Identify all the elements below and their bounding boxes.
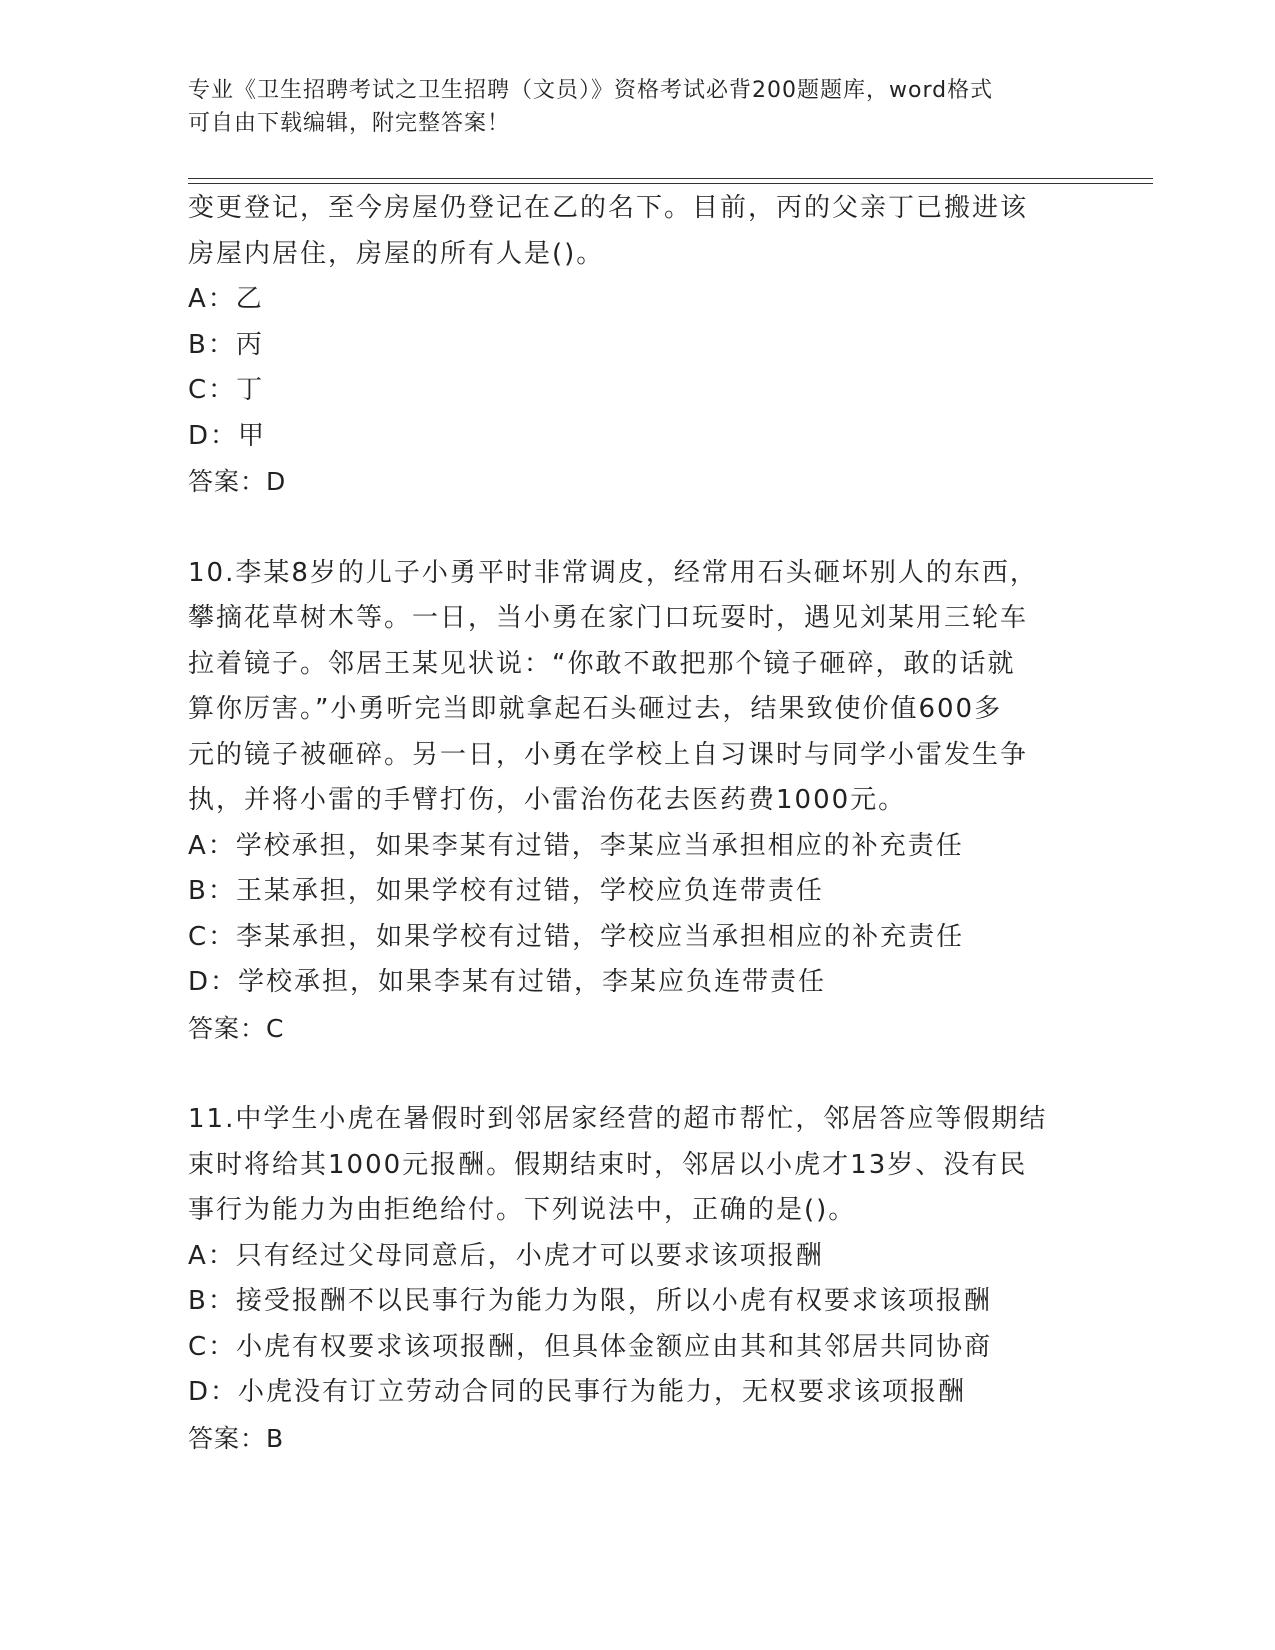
option-b: B：丙 <box>188 329 264 360</box>
option-d: D：甲 <box>188 420 267 451</box>
question-gap <box>188 1051 1088 1097</box>
answer-line: 答案：D <box>188 467 287 496</box>
option-a: A：乙 <box>188 284 264 314</box>
option-b: B：接受报酬不以民事行为能力为限，所以小虎有权要求该项报酬 <box>188 1286 992 1316</box>
header-line: 可自由下载编辑，附完整答案！ <box>188 111 511 136</box>
option-c: C：李某承担，如果学校有过错，学校应当承担相应的补充责任 <box>188 921 965 952</box>
question-text: 变更登记，至今房屋仍登记在乙的名下。目前，丙的父亲丁已搬进该 <box>188 193 1029 223</box>
option-a: A：只有经过父母同意后，小虎才可以要求该项报酬 <box>188 1240 824 1271</box>
option-d: D：学校承担，如果李某有过错，李某应负连带责任 <box>188 967 827 997</box>
question-text: 拉着镜子。邻居王某见状说：“你敢不敢把那个镜子砸碎，敢的话就 <box>188 648 1016 679</box>
question-gap <box>188 505 1088 551</box>
question-block <box>188 1097 1088 1461</box>
answer-line: 答案：C <box>188 1013 285 1043</box>
option-c: C：丁 <box>188 375 265 405</box>
question-block <box>188 186 1088 505</box>
question-text: 事行为能力为由拒绝给付。下列说法中，正确的是()。 <box>188 1195 857 1225</box>
option-b: B：王某承担，如果学校有过错，学校应负连带责任 <box>188 876 824 906</box>
option-c: C：小虎有权要求该项报酬，但具体金额应由其和其邻居共同协商 <box>188 1331 993 1362</box>
question-block <box>188 551 1088 1052</box>
document-body <box>188 186 1088 1461</box>
question-text: 算你厉害。”小勇听完当即就拿起石头砸过去，结果致使价值600多 <box>188 694 1003 724</box>
answer-line: 答案：B <box>188 1423 285 1453</box>
question-text: 房屋内居住，房屋的所有人是()。 <box>188 238 605 269</box>
document-header <box>188 74 1088 140</box>
header-line: 专业《卫生招聘考试之卫生招聘（文员）》资格考试必背200题题库，word格式 <box>188 78 994 103</box>
option-a: A：学校承担，如果李某有过错，李某应当承担相应的补充责任 <box>188 830 964 861</box>
option-d: D：小虎没有订立劳动合同的民事行为能力，无权要求该项报酬 <box>188 1377 967 1407</box>
question-text: 11.中学生小虎在暑假时到邻居家经营的超市帮忙，邻居答应等假期结 <box>188 1104 1048 1134</box>
question-text: 束时将给其1000元报酬。假期结束时，邻居以小虎才13岁、没有民 <box>188 1149 1028 1180</box>
header-divider <box>188 183 1153 184</box>
question-text: 攀摘花草树木等。一日，当小勇在家门口玩耍时，遇见刘某用三轮车 <box>188 603 1029 633</box>
question-text: 元的镜子被砸碎。另一日，小勇在学校上自习课时与同学小雷发生争 <box>188 739 1029 770</box>
question-text: 10.李某8岁的儿子小勇平时非常调皮，经常用石头砸坏别人的东西， <box>188 557 1038 588</box>
header-divider <box>188 178 1153 179</box>
question-text: 执，并将小雷的手臂打伤，小雷治伤花去医药费1000元。 <box>188 785 907 815</box>
